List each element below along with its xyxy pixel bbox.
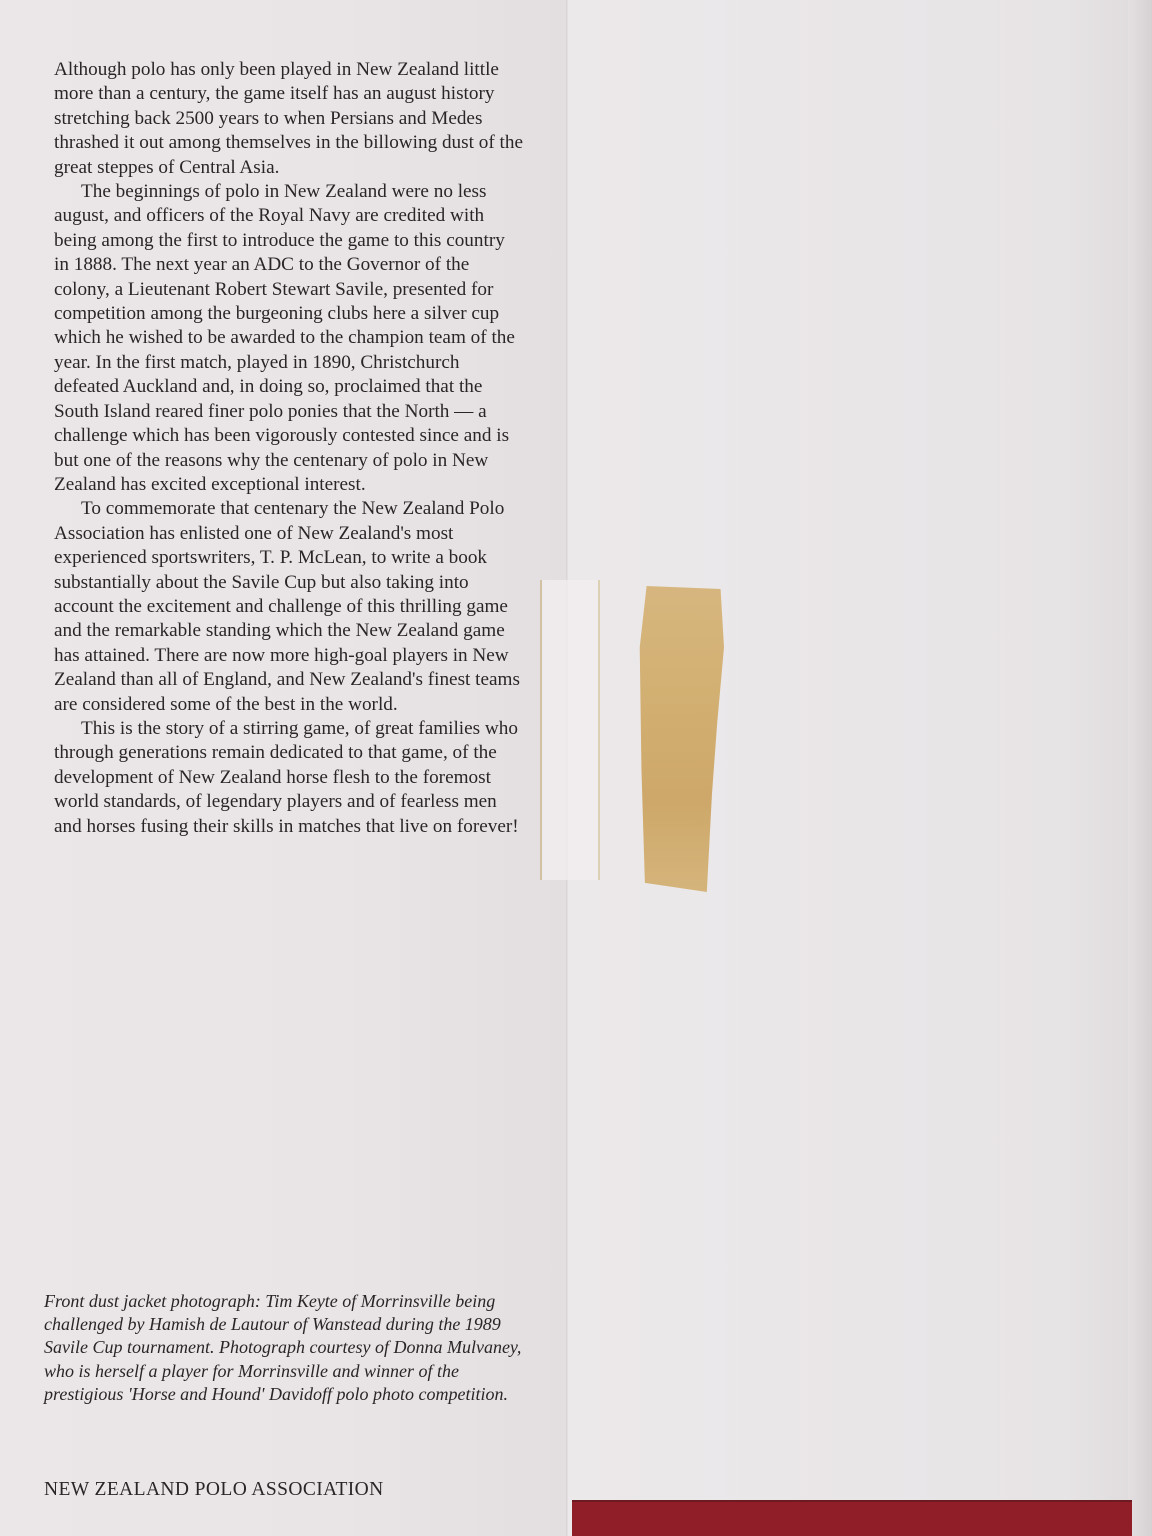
photo-caption: Front dust jacket photograph: Tim Keyte of Morrinsville being challenged by Hamish de Lautour of Wanstead during the 1989 Savile Cup tournament. Photograph courtesy of Donna Mulvaney, who is herself a player for Morrinsville and winner of the prestigious 'Horse and Hound' Davidoff polo photo competition.	[44, 1291, 522, 1404]
blurb-paragraph-4: This is the story of a stirring game, of great families who through generations remain dedicated to that game, of the development of New Zealand horse flesh to the foremost world standards, of legendary players and of fearless men and horses fusing their skills in matches that live on forever!	[54, 717, 519, 837]
red-cover-board	[572, 1502, 1132, 1536]
jacket-edge	[1128, 0, 1152, 1536]
flap-blurb	[54, 58, 524, 839]
blurb-paragraph-2: The beginnings of polo in New Zealand were no less august, and officers of the Royal Navy are credited with being among the first to introduce the game to this country in 1888. The next year an ADC to the Governor of the colony, a Lieutenant Robert Stewart Savile, presented for competition among the burgeoning clubs here a silver cup which he wished to be awarded to the champion team of the year. In the first match, played in 1890, Christchurch defeated Auckland and, in doing so, proclaimed that the South Island reared finer polo ponies that the North — a challenge which has been vigorously contested since and is but one of the reasons why the centenary of polo in New Zealand has excited exceptional interest.	[54, 181, 515, 495]
blurb-paragraph-1: Although polo has only been played in New Zealand little more than a century, the game itself has an august history stretching back 2500 years to when Persians and Medes thrashed it out among themselves in the billowing dust of the great steppes of Central Asia.	[54, 59, 523, 178]
publisher-name: NEW ZEALAND POLO ASSOCIATION	[44, 1479, 384, 1500]
blurb-paragraph-3: To commemorate that centenary the New Zealand Polo Association has enlisted one of New Zealand's most experienced sportswriters, T. P. McLean, to write a book substantially about the Savile Cup but also taking into account the excitement and challenge of this thrilling game and the remarkable standing which the New Zealand game has attained. There are now more high-goal players in New Zealand than all of England, and New Zealand's finest teams are considered some of the best in the world.	[54, 498, 520, 715]
tape-residue-mark	[540, 580, 600, 880]
